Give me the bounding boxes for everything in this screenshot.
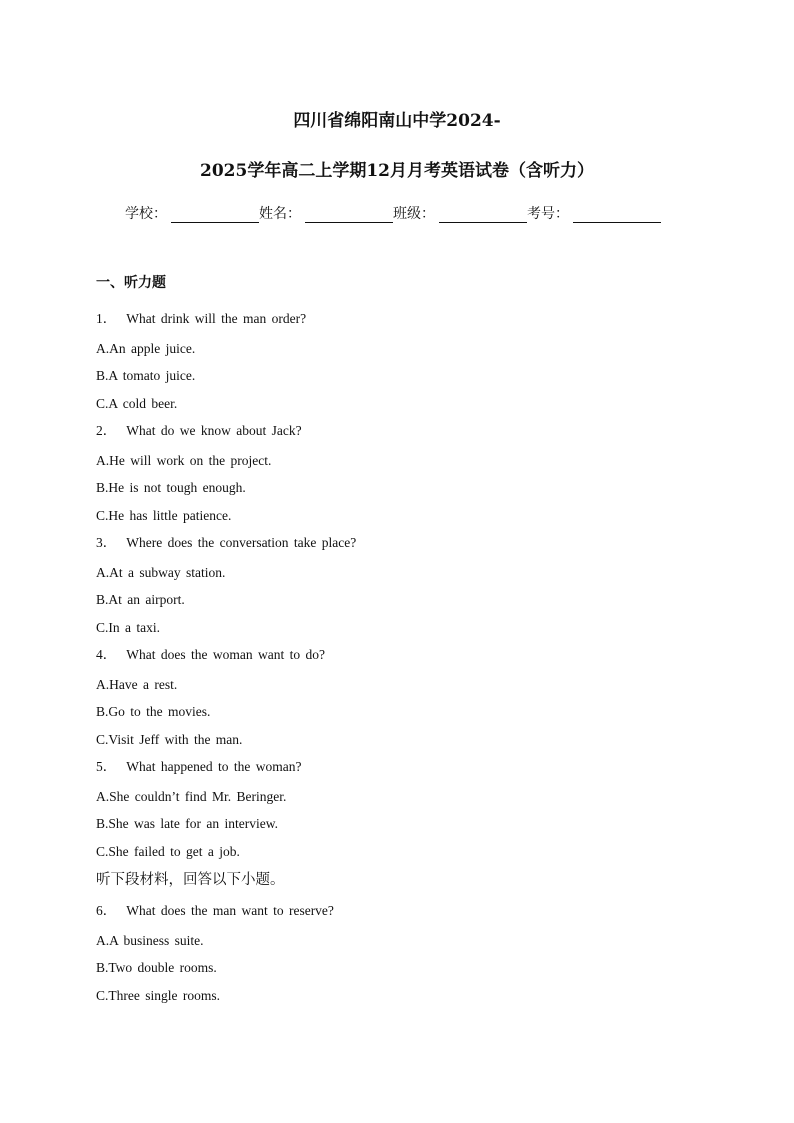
- answer-option: B.A tomato juice.: [96, 368, 196, 383]
- class-blank[interactable]: [439, 206, 527, 223]
- exam-number-label: 考号：: [527, 206, 569, 222]
- answer-option: C.He has little patience.: [96, 507, 232, 523]
- name-field: [259, 205, 393, 223]
- question-number: 6．: [96, 903, 117, 918]
- answer-option: A.He will work on the project.: [96, 452, 272, 468]
- answer-option: A.An apple juice.: [96, 340, 196, 356]
- answer-option: B.At an airport.: [96, 592, 185, 607]
- question-number: 5．: [96, 759, 117, 774]
- question-text: What happened to the woman?: [126, 759, 302, 774]
- answer-option: C.A cold beer.: [96, 395, 178, 411]
- listening-instruction: 听下段材料，回答以下小题。: [96, 872, 285, 888]
- answer-option: A.At a subway station.: [96, 564, 226, 580]
- question: [96, 533, 716, 563]
- section-heading: 一、听力题: [96, 275, 166, 291]
- student-info-row: [125, 205, 661, 223]
- question-text: What do we know about Jack?: [126, 423, 302, 438]
- name-label: 姓名：: [259, 206, 301, 222]
- answer-option: B.He is not tough enough.: [96, 480, 246, 495]
- question: [96, 901, 716, 931]
- answer-option: C.In a taxi.: [96, 619, 160, 635]
- question: [96, 645, 716, 675]
- question-number: 3．: [96, 535, 117, 550]
- question-text: What does the woman want to do?: [126, 647, 325, 662]
- answer-option: A.She couldn’t find Mr. Beringer.: [96, 788, 287, 804]
- question-number: 1．: [96, 311, 117, 326]
- exam-title-line-1: 四川省绵阳南山中学2024-: [293, 111, 501, 131]
- answer-option: A.Have a rest.: [96, 676, 178, 692]
- answer-option: B.Go to the movies.: [96, 704, 211, 719]
- exam-number-field: [527, 205, 661, 223]
- exam-title-line-2: 2025学年高二上学期12月月考英语试卷（含听力）: [200, 161, 594, 181]
- answer-option: C.Visit Jeff with the man.: [96, 731, 243, 747]
- question-number: 2．: [96, 423, 117, 438]
- school-blank[interactable]: [171, 206, 259, 223]
- question-number: 4．: [96, 647, 117, 662]
- answer-option: A.A business suite.: [96, 932, 204, 948]
- question-text: Where does the conversation take place?: [126, 535, 357, 550]
- question-text: What does the man want to reserve?: [126, 903, 334, 918]
- answer-option: C.She failed to get a job.: [96, 843, 240, 859]
- answer-option: B.Two double rooms.: [96, 960, 217, 975]
- class-label: 班级：: [393, 206, 435, 222]
- school-label: 学校：: [125, 206, 167, 222]
- class-field: [393, 205, 527, 223]
- question: [96, 757, 716, 787]
- question-list: [96, 309, 716, 1013]
- question-text: What drink will the man order?: [126, 311, 307, 326]
- question: [96, 421, 716, 451]
- answer-option: B.She was late for an interview.: [96, 816, 278, 831]
- question: [96, 309, 716, 339]
- name-blank[interactable]: [305, 206, 393, 223]
- school-field: [125, 205, 259, 223]
- answer-option: C.Three single rooms.: [96, 987, 220, 1003]
- exam-number-blank[interactable]: [573, 206, 661, 223]
